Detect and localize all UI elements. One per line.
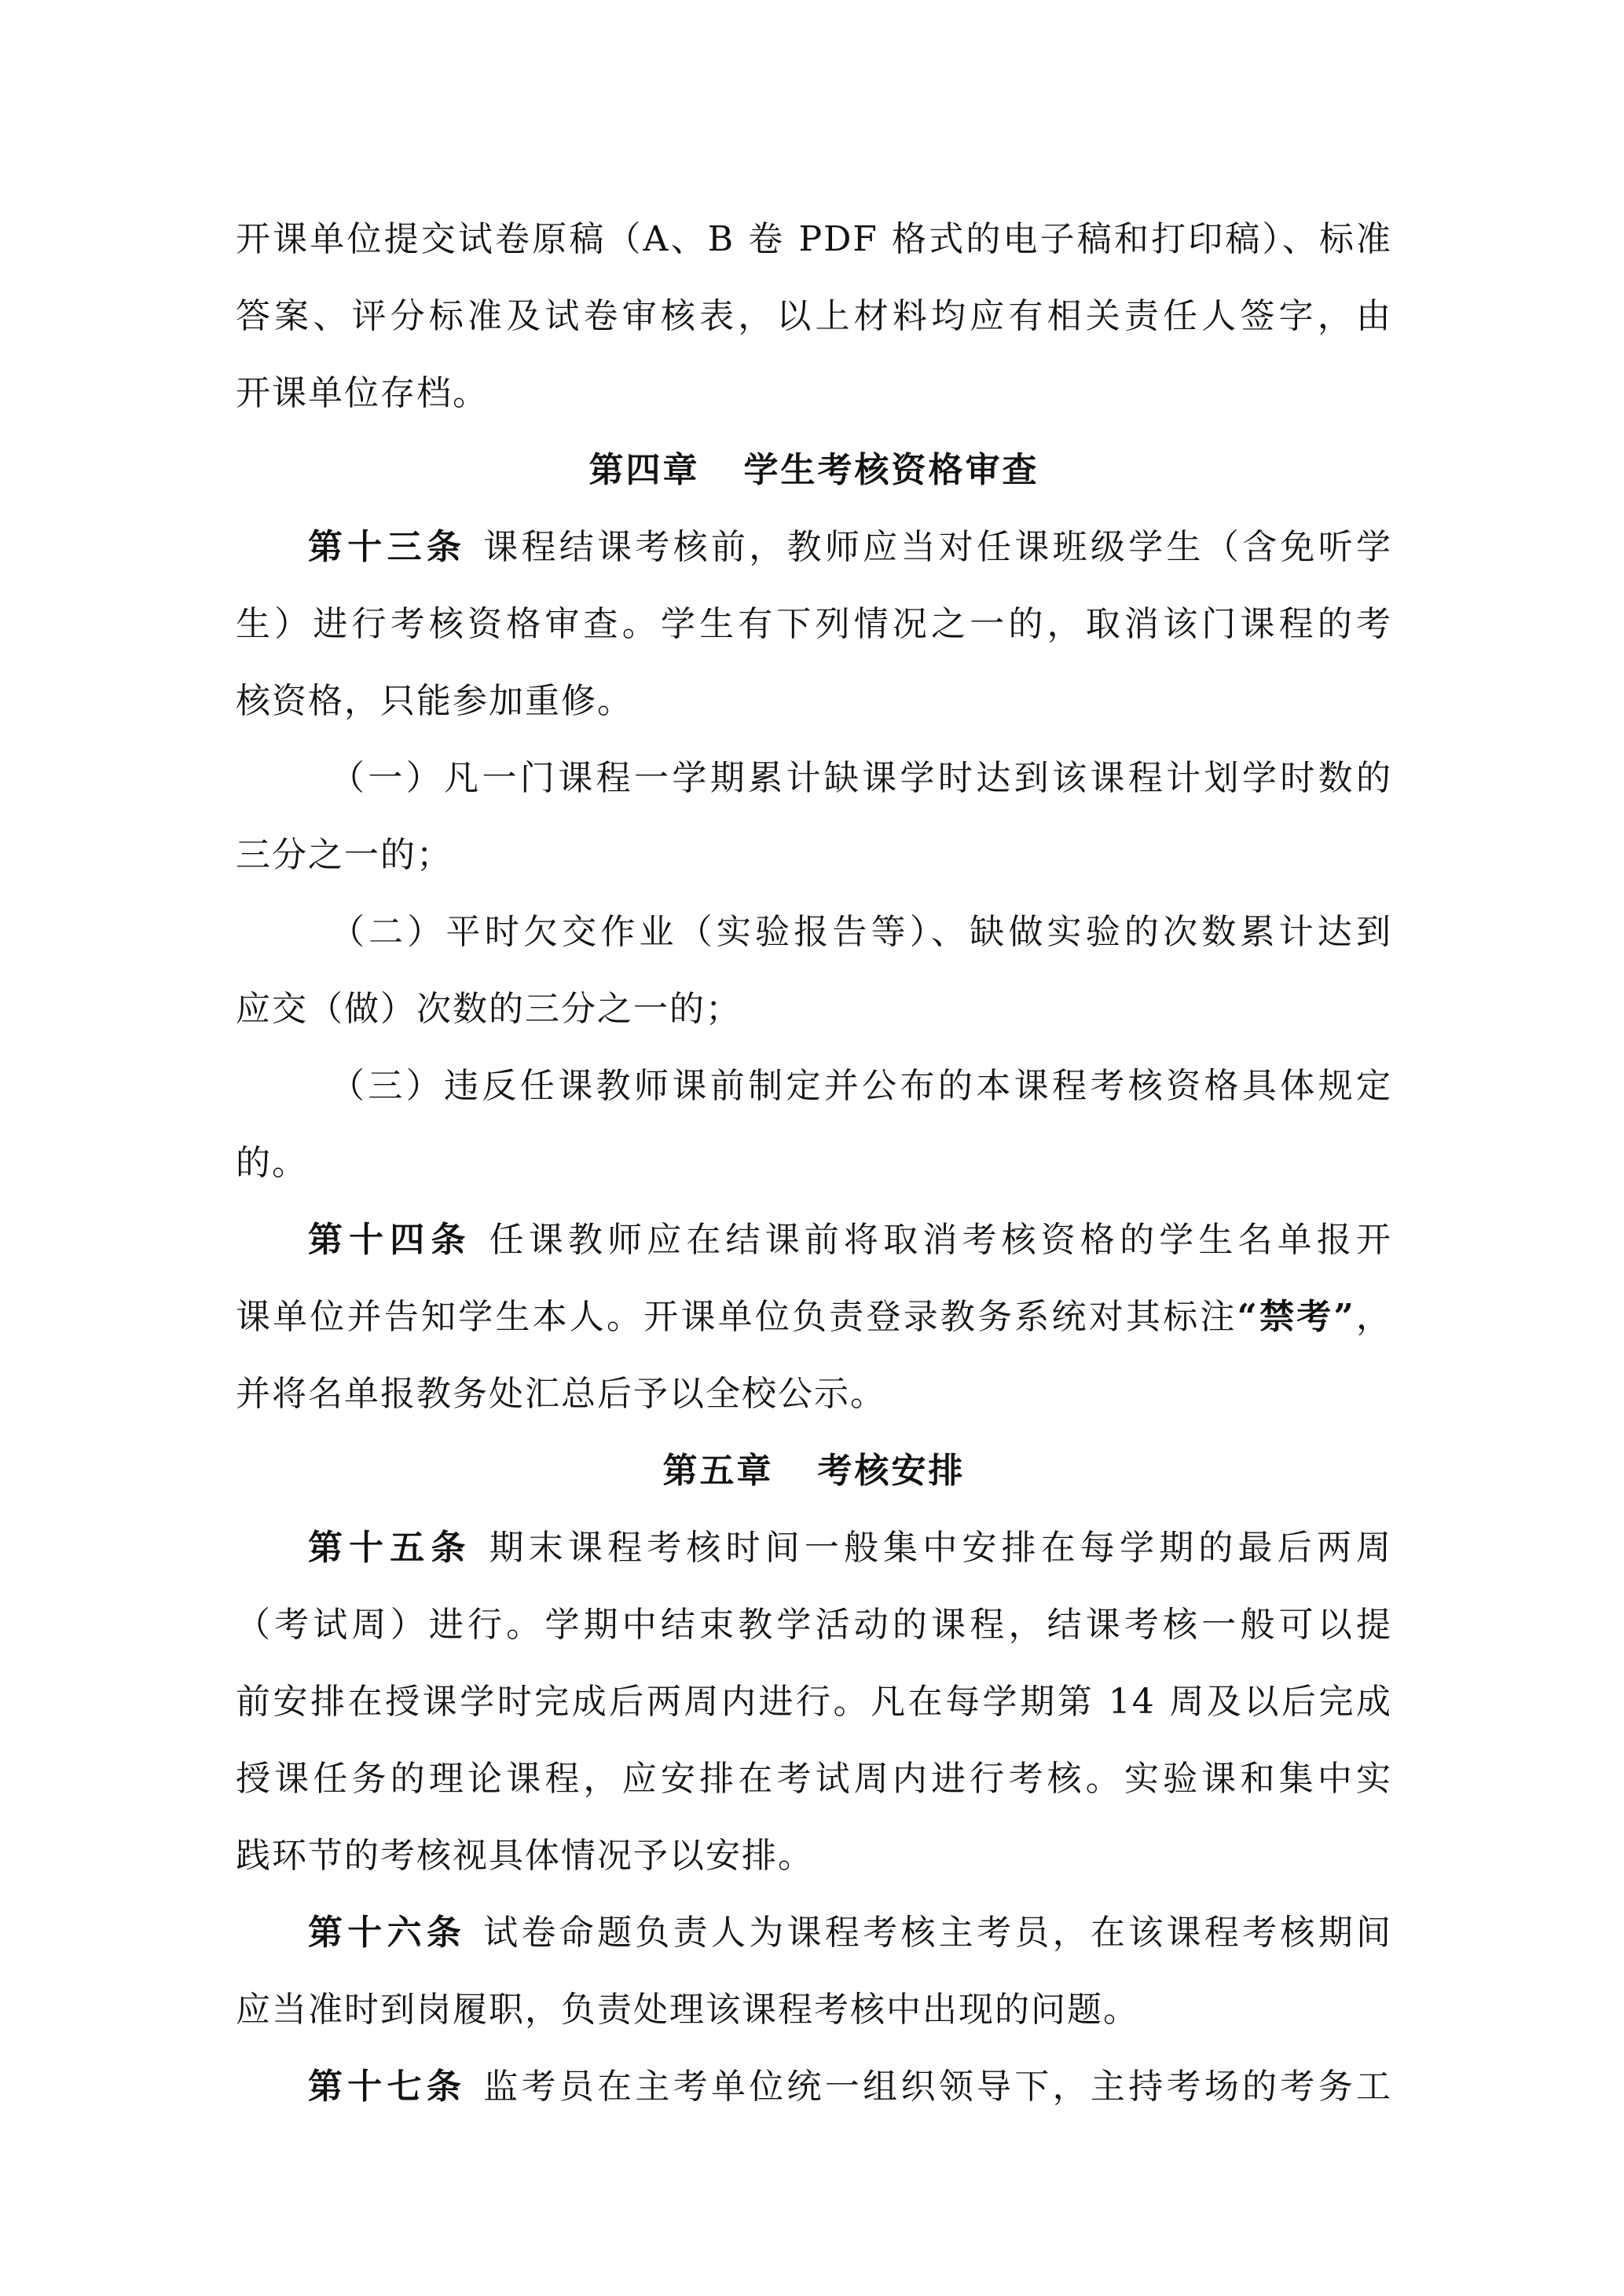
text-line: 三分之一的；: [236, 835, 453, 875]
text-line: 授课任务的理论课程，应安排在考试周内进行考核。实验课和集中实: [236, 1759, 1392, 1799]
list-item: [236, 894, 1392, 1048]
text-line: 生）进行考核资格审查。学生有下列情况之一的，取消该门课程的考: [236, 604, 1392, 644]
text-line: 开课单位存档。: [236, 373, 489, 413]
text-line: 的。: [236, 1143, 308, 1183]
article-16: [236, 1895, 1392, 2049]
document-page: [236, 201, 1392, 2126]
text-line: （三）违反任课教师课前制定并公布的本课程考核资格具体规定: [330, 1066, 1392, 1106]
text-line: （一）凡一门课程一学期累计缺课学时达到该课程计划学时数的: [330, 758, 1392, 798]
chapter-number: 第五章: [662, 1451, 774, 1491]
article-label: 第十三条: [308, 527, 467, 567]
text-line: 第十三条 课程结课考核前，教师应当对任课班级学生（含免听学: [308, 527, 1393, 567]
text-line: 应交（做）次数的三分之一的；: [236, 989, 742, 1029]
text-line: 答案、评分标准及试卷审核表，以上材料均应有相关责任人签字，由: [236, 296, 1392, 336]
text-line: 开课单位提交试卷原稿（A、B 卷 PDF 格式的电子稿和打印稿）、标准: [236, 219, 1392, 259]
chapter-title: 学生考核资格审查: [743, 450, 1039, 490]
text-line: 前安排在授课学时完成后两周内进行。凡在每学期第 14 周及以后完成: [236, 1682, 1392, 1722]
text-line: 第十四条 任课教师应在结课前将取消考核资格的学生名单报开: [308, 1220, 1393, 1260]
article-label: 第十四条: [308, 1220, 472, 1260]
text-line: 第十五条 期末课程考核时间一般集中安排在每学期的最后两周: [308, 1528, 1393, 1568]
article-15: [236, 1510, 1392, 1895]
chapter-heading: [236, 1433, 1392, 1510]
article-17: [236, 2049, 1392, 2126]
intro-paragraph: [236, 201, 1392, 432]
chapter-heading: [236, 432, 1392, 509]
article-label: 第十六条: [308, 1913, 467, 1953]
text-line: 课单位并告知学生本人。开课单位负责登录教务系统对其标注“禁考”，: [236, 1297, 1393, 1337]
text-line: 并将名单报教务处汇总后予以全校公示。: [236, 1374, 886, 1414]
text-line: 核资格，只能参加重修。: [236, 681, 633, 721]
article-14: [236, 1202, 1392, 1433]
text-line: 应当准时到岗履职，负责处理该课程考核中出现的问题。: [236, 1990, 1139, 2030]
chapter-title: 考核安排: [817, 1451, 966, 1491]
text-line: 第十七条 监考员在主考单位统一组织领导下，主持考场的考务工: [308, 2067, 1393, 2107]
chapter-number: 第四章: [588, 450, 700, 490]
article-13: [236, 509, 1392, 740]
emphasis-text: “禁考”: [1237, 1297, 1355, 1337]
text-line: （二）平时欠交作业（实验报告等）、缺做实验的次数累计达到: [330, 912, 1392, 952]
list-item: [236, 740, 1392, 894]
list-item: [236, 1048, 1392, 1202]
text-line: （考试周）进行。学期中结束教学活动的课程，结课考核一般可以提: [236, 1605, 1392, 1645]
text-line: 践环节的考核视具体情况予以安排。: [236, 1836, 814, 1876]
text-line: 第十六条 试卷命题负责人为课程考核主考员，在该课程考核期间: [308, 1913, 1393, 1953]
article-label: 第十五条: [308, 1528, 472, 1568]
article-label: 第十七条: [308, 2067, 467, 2107]
